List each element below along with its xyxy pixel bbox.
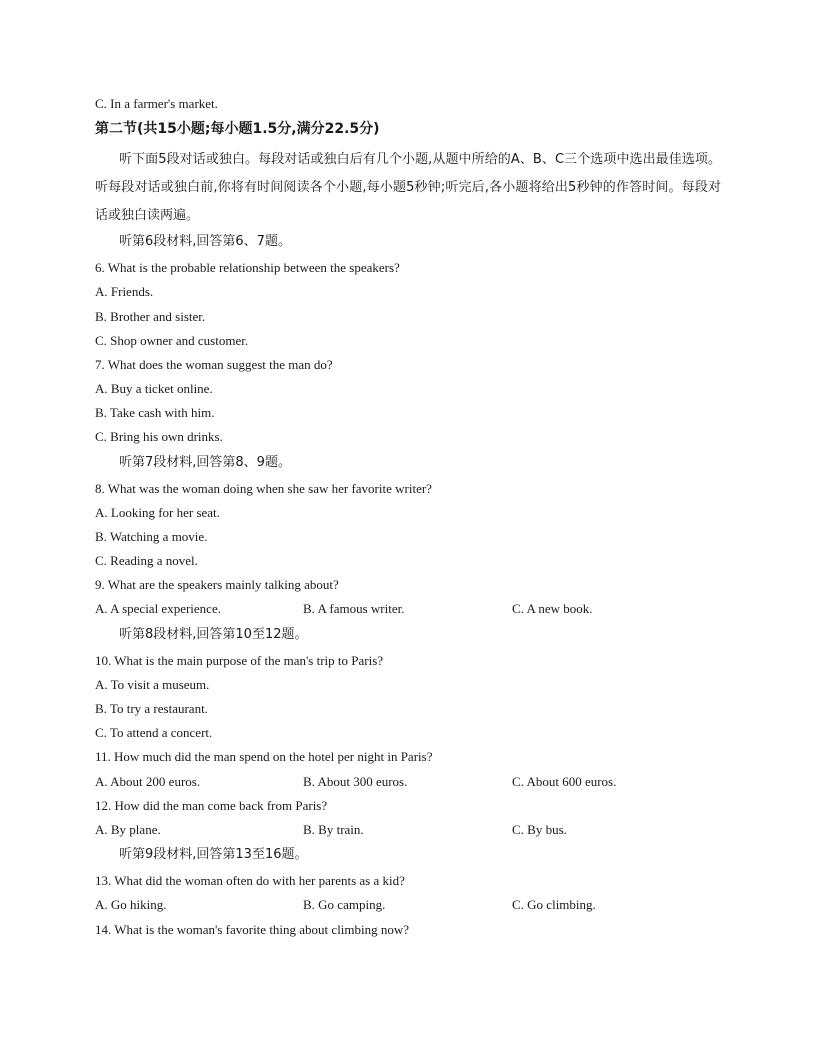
question-10-option-c: C. To attend a concert. [95, 725, 213, 740]
question-10-option-a: A. To visit a museum. [95, 677, 210, 692]
question-11-option-a: A. About 200 euros. [95, 774, 201, 789]
question-8-option-b: B. Watching a movie. [95, 529, 208, 544]
question-8-option-a: A. Looking for her seat. [95, 505, 220, 520]
question-6: 6. What is the probable relationship between the speakers? [95, 260, 400, 275]
question-6-option-c: C. Shop owner and customer. [95, 333, 249, 348]
question-12-option-b: B. By train. [303, 822, 364, 837]
question-10-option-b: B. To try a restaurant. [95, 701, 208, 716]
question-12: 12. How did the man come back from Paris? [95, 798, 328, 813]
question-7-option-a: A. Buy a ticket online. [95, 381, 213, 396]
question-13-option-a: A. Go hiking. [95, 897, 167, 912]
question-11-option-b: B. About 300 euros. [303, 774, 408, 789]
question-13-option-b: B. Go camping. [303, 897, 386, 912]
section-heading: 第二节(共15小题;每小题1.5分,满分22.5分) [95, 121, 380, 137]
question-9-option-a: A. A special experience. [95, 601, 221, 616]
question-11-option-c: C. About 600 euros. [512, 774, 617, 789]
question-6-option-a: A. Friends. [95, 284, 154, 299]
question-6-option-b: B. Brother and sister. [95, 309, 206, 324]
question-7: 7. What does the woman suggest the man do? [95, 357, 333, 372]
question-8: 8. What was the woman doing when she saw her favorite writer? [95, 481, 432, 496]
question-10: 10. What is the main purpose of the man's trip to Paris? [95, 653, 384, 668]
question-13-option-c: C. Go climbing. [512, 897, 596, 912]
material-8-heading: 听第8段材料,回答第10至12题。 [119, 627, 308, 642]
question-12-option-a: A. By plane. [95, 822, 161, 837]
question-8-option-c: C. Reading a novel. [95, 553, 198, 568]
question-9: 9. What are the speakers mainly talking about? [95, 577, 339, 592]
material-6-heading: 听第6段材料,回答第6、7题。 [119, 234, 291, 249]
question-9-option-b: B. A famous writer. [303, 601, 405, 616]
question-7-option-c: C. Bring his own drinks. [95, 429, 223, 444]
question-11: 11. How much did the man spend on the hotel per night in Paris? [95, 749, 433, 764]
option-c-farmers-market: C. In a farmer's market. [95, 96, 218, 111]
instructions-paragraph: 听下面5段对话或独白。每段对话或独白后有几个小题,从题中所给的A、B、C三个选项中选出最佳选项。听每段对话或独白前,你将有时间阅读各个小题,每小题5秒钟;听完后,各小题将给出5秒钟的作答时间。每段对话或独白读两遍。 [95, 152, 721, 223]
question-12-option-c: C. By bus. [512, 822, 567, 837]
question-14: 14. What is the woman's favorite thing about climbing now? [95, 922, 410, 937]
question-13: 13. What did the woman often do with her parents as a kid? [95, 873, 405, 888]
material-7-heading: 听第7段材料,回答第8、9题。 [119, 455, 291, 470]
material-9-heading: 听第9段材料,回答第13至16题。 [119, 847, 308, 862]
question-7-option-b: B. Take cash with him. [95, 405, 215, 420]
question-9-option-c: C. A new book. [512, 601, 593, 616]
